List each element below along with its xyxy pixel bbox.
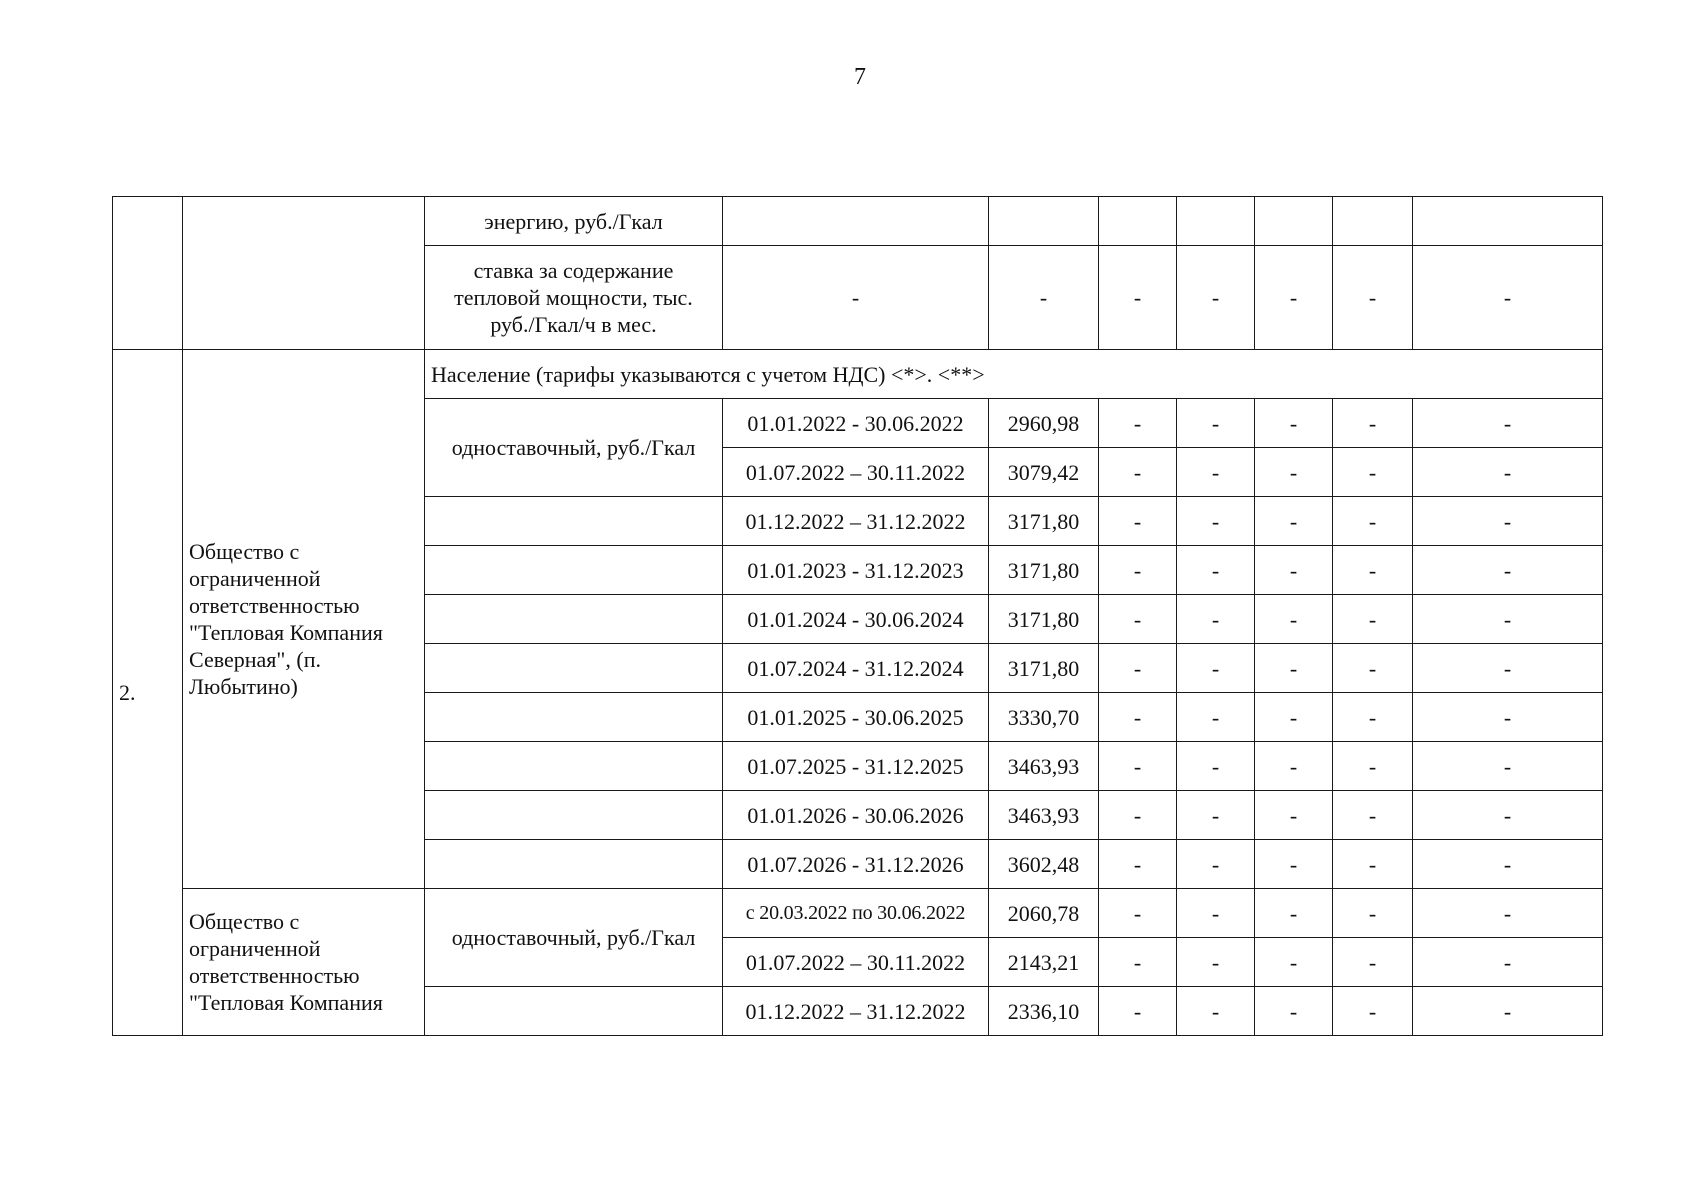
dash-cell: - xyxy=(1413,497,1603,546)
dash-cell: - xyxy=(1099,644,1177,693)
dash-cell: - xyxy=(1177,546,1255,595)
dash-cell: - xyxy=(1099,399,1177,448)
group-header: Население (тарифы указываются с учетом НДС) <*>. <**> xyxy=(425,350,1603,399)
dash-cell: - xyxy=(1177,987,1255,1036)
period-cell: 01.01.2023 - 31.12.2023 xyxy=(723,546,989,595)
dash-cell: - xyxy=(1099,595,1177,644)
dash-cell: - xyxy=(1177,791,1255,840)
dash-cell: - xyxy=(1255,546,1333,595)
dash-cell: - xyxy=(1177,644,1255,693)
organization-cell-empty xyxy=(183,197,425,350)
dash-cell: - xyxy=(1099,987,1177,1036)
period-cell: 01.07.2024 - 31.12.2024 xyxy=(723,644,989,693)
tariff-type-cell: одноставочный, руб./Гкал xyxy=(425,889,723,987)
dash-cell: - xyxy=(1099,448,1177,497)
empty-cell xyxy=(425,791,723,840)
dash-cell: - xyxy=(1413,546,1603,595)
dash-cell: - xyxy=(1099,840,1177,889)
dash-cell: - xyxy=(1255,938,1333,987)
table-row xyxy=(113,889,1603,938)
period-cell: 01.01.2025 - 30.06.2025 xyxy=(723,693,989,742)
dash-cell: - xyxy=(1177,595,1255,644)
dash-cell: - xyxy=(1255,693,1333,742)
table-row xyxy=(113,350,1603,399)
organization-name: Общество с ограниченной ответственностью "Тепловая Компания xyxy=(183,889,425,1036)
dash-cell: - xyxy=(1413,399,1603,448)
empty-cell xyxy=(425,595,723,644)
dash-cell: - xyxy=(1333,595,1413,644)
dash-cell: - xyxy=(1177,246,1255,350)
dash-cell: - xyxy=(1177,840,1255,889)
empty-cell xyxy=(1413,197,1603,246)
tariff-value-cell: 3463,93 xyxy=(989,791,1099,840)
empty-cell xyxy=(425,693,723,742)
dash-cell: - xyxy=(1177,399,1255,448)
dash-cell: - xyxy=(1333,546,1413,595)
dash-cell: - xyxy=(1333,987,1413,1036)
dash-cell: - xyxy=(1413,938,1603,987)
empty-cell xyxy=(1255,197,1333,246)
period-cell: 01.01.2024 - 30.06.2024 xyxy=(723,595,989,644)
dash-cell: - xyxy=(1177,938,1255,987)
energy-label: энергию, руб./Гкал xyxy=(425,197,723,246)
dash-cell: - xyxy=(1413,791,1603,840)
table-body xyxy=(113,197,1603,1036)
dash-cell: - xyxy=(1333,497,1413,546)
dash-cell: - xyxy=(1413,246,1603,350)
dash-cell: - xyxy=(1255,497,1333,546)
dash-cell: - xyxy=(1177,497,1255,546)
organization-name: Общество с ограниченной ответственностью "Тепловая Компания Северная", (п. Любытино) xyxy=(183,350,425,889)
dash-cell: - xyxy=(1333,693,1413,742)
dash-cell: - xyxy=(1255,595,1333,644)
period-cell: 01.07.2026 - 31.12.2026 xyxy=(723,840,989,889)
dash-cell: - xyxy=(1413,889,1603,938)
empty-cell xyxy=(425,546,723,595)
dash-cell: - xyxy=(723,246,989,350)
empty-cell xyxy=(1099,197,1177,246)
page-number: 7 xyxy=(854,64,866,90)
tariff-value-cell: 3171,80 xyxy=(989,497,1099,546)
tariff-value-cell: 2143,21 xyxy=(989,938,1099,987)
period-cell: 01.01.2022 - 30.06.2022 xyxy=(723,399,989,448)
dash-cell: - xyxy=(1255,987,1333,1036)
dash-cell: - xyxy=(1333,840,1413,889)
dash-cell: - xyxy=(1413,644,1603,693)
period-cell: 01.12.2022 – 31.12.2022 xyxy=(723,987,989,1036)
dash-cell: - xyxy=(1099,938,1177,987)
tariff-value-cell: 2060,78 xyxy=(989,889,1099,938)
tariff-value-cell: 3171,80 xyxy=(989,546,1099,595)
entry-number: 2. xyxy=(113,350,183,1036)
dash-cell: - xyxy=(1099,693,1177,742)
capacity-label: ставка за содержание тепловой мощности, тыс. руб./Гкал/ч в мес. xyxy=(425,246,723,350)
dash-cell: - xyxy=(1255,246,1333,350)
dash-cell: - xyxy=(1255,791,1333,840)
period-cell: 01.07.2025 - 31.12.2025 xyxy=(723,742,989,791)
empty-cell xyxy=(425,644,723,693)
period-cell: 01.07.2022 – 30.11.2022 xyxy=(723,938,989,987)
dash-cell: - xyxy=(1255,448,1333,497)
dash-cell: - xyxy=(1255,889,1333,938)
empty-cell xyxy=(1177,197,1255,246)
empty-cell xyxy=(425,742,723,791)
dash-cell: - xyxy=(1413,987,1603,1036)
table-row xyxy=(113,197,1603,246)
period-cell: 01.07.2022 – 30.11.2022 xyxy=(723,448,989,497)
empty-cell xyxy=(425,840,723,889)
dash-cell: - xyxy=(1099,497,1177,546)
tariff-type-cell: одноставочный, руб./Гкал xyxy=(425,399,723,497)
tariff-value-cell: 2336,10 xyxy=(989,987,1099,1036)
dash-cell: - xyxy=(1099,742,1177,791)
dash-cell: - xyxy=(1333,246,1413,350)
tariff-value-cell: 3330,70 xyxy=(989,693,1099,742)
dash-cell: - xyxy=(1333,448,1413,497)
dash-cell: - xyxy=(1177,448,1255,497)
empty-cell xyxy=(723,197,989,246)
dash-cell: - xyxy=(1177,742,1255,791)
period-cell: с 20.03.2022 по 30.06.2022 xyxy=(723,889,989,938)
dash-cell: - xyxy=(989,246,1099,350)
dash-cell: - xyxy=(1333,889,1413,938)
empty-cell xyxy=(989,197,1099,246)
dash-cell: - xyxy=(1413,448,1603,497)
dash-cell: - xyxy=(1413,595,1603,644)
dash-cell: - xyxy=(1255,399,1333,448)
tariff-table xyxy=(112,196,1603,1036)
dash-cell: - xyxy=(1333,938,1413,987)
dash-cell: - xyxy=(1099,546,1177,595)
tariff-value-cell: 2960,98 xyxy=(989,399,1099,448)
empty-cell xyxy=(425,987,723,1036)
dash-cell: - xyxy=(1413,742,1603,791)
empty-cell xyxy=(425,497,723,546)
tariff-value-cell: 3171,80 xyxy=(989,644,1099,693)
dash-cell: - xyxy=(1099,889,1177,938)
tariff-value-cell: 3602,48 xyxy=(989,840,1099,889)
tariff-value-cell: 3463,93 xyxy=(989,742,1099,791)
dash-cell: - xyxy=(1333,742,1413,791)
period-cell: 01.12.2022 – 31.12.2022 xyxy=(723,497,989,546)
dash-cell: - xyxy=(1255,840,1333,889)
dash-cell: - xyxy=(1413,693,1603,742)
tariff-value-cell: 3079,42 xyxy=(989,448,1099,497)
tariff-value-cell: 3171,80 xyxy=(989,595,1099,644)
dash-cell: - xyxy=(1333,399,1413,448)
dash-cell: - xyxy=(1099,246,1177,350)
dash-cell: - xyxy=(1413,840,1603,889)
dash-cell: - xyxy=(1177,693,1255,742)
empty-cell xyxy=(1333,197,1413,246)
dash-cell: - xyxy=(1333,644,1413,693)
dash-cell: - xyxy=(1255,644,1333,693)
dash-cell: - xyxy=(1177,889,1255,938)
number-cell-empty xyxy=(113,197,183,350)
dash-cell: - xyxy=(1333,791,1413,840)
dash-cell: - xyxy=(1255,742,1333,791)
period-cell: 01.01.2026 - 30.06.2026 xyxy=(723,791,989,840)
dash-cell: - xyxy=(1099,791,1177,840)
